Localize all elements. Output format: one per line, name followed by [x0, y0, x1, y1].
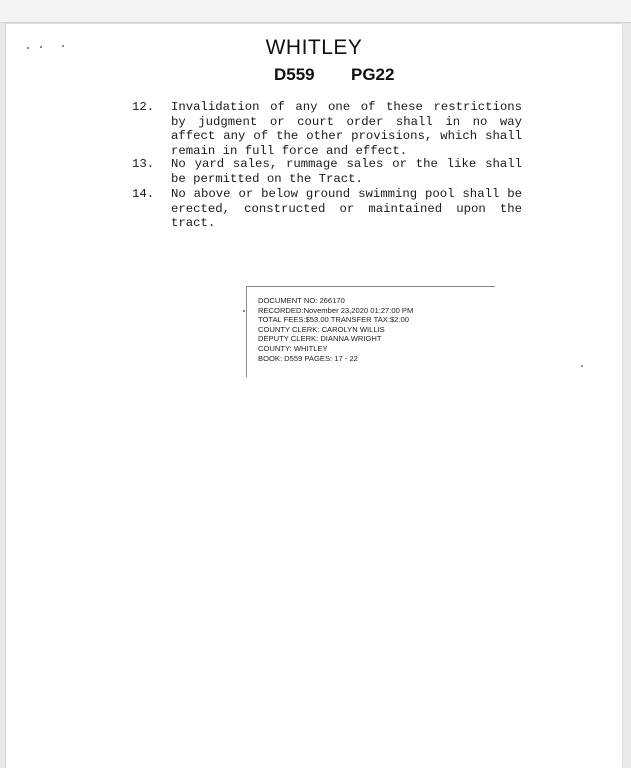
- scan-speck: [581, 365, 583, 367]
- clause-number: 14.: [132, 187, 155, 201]
- stamp-county-clerk: COUNTY CLERK: CAROLYN WILLIS: [258, 324, 385, 334]
- clause-text: No above or below ground swimming pool shall be erected, constructed or maintained upon the tract.: [171, 187, 522, 231]
- clause-13: [132, 157, 522, 186]
- clause-text: No yard sales, rummage sales or the like shall be permitted on the Tract.: [171, 157, 522, 186]
- stamp-recorded: RECORDED:November 23,2020 01:27:00 PM: [258, 305, 414, 315]
- document-page: [6, 24, 622, 768]
- clause-text: Invalidation of any one of these restrictions by judgment or court order shall in no way affect any of the other provisions, which shall remain in full force and effect.: [171, 100, 522, 158]
- stamp-county: COUNTY: WHITLEY: [258, 343, 328, 353]
- stamp-book-pages: BOOK: D559 PAGES: 17 - 22: [258, 353, 358, 363]
- clause-number: 13.: [132, 157, 155, 171]
- page-number: PG22: [351, 65, 395, 84]
- scan-speck: [243, 310, 245, 312]
- stamp-document-no: DOCUMENT NO: 266170: [258, 296, 345, 305]
- viewer-top-strip: [0, 0, 631, 23]
- book-number: D559: [274, 65, 315, 84]
- recording-stamp: [246, 286, 495, 377]
- clause-14: [132, 187, 522, 231]
- clause-12: [132, 100, 522, 158]
- stamp-total-fees: TOTAL FEES:$53.00 TRANSFER TAX:$2.00: [258, 315, 409, 325]
- county-header: WHITLEY: [265, 36, 363, 59]
- clause-number: 12.: [132, 100, 155, 114]
- stamp-deputy-clerk: DEPUTY CLERK: DIANNA WRIGHT: [258, 334, 382, 344]
